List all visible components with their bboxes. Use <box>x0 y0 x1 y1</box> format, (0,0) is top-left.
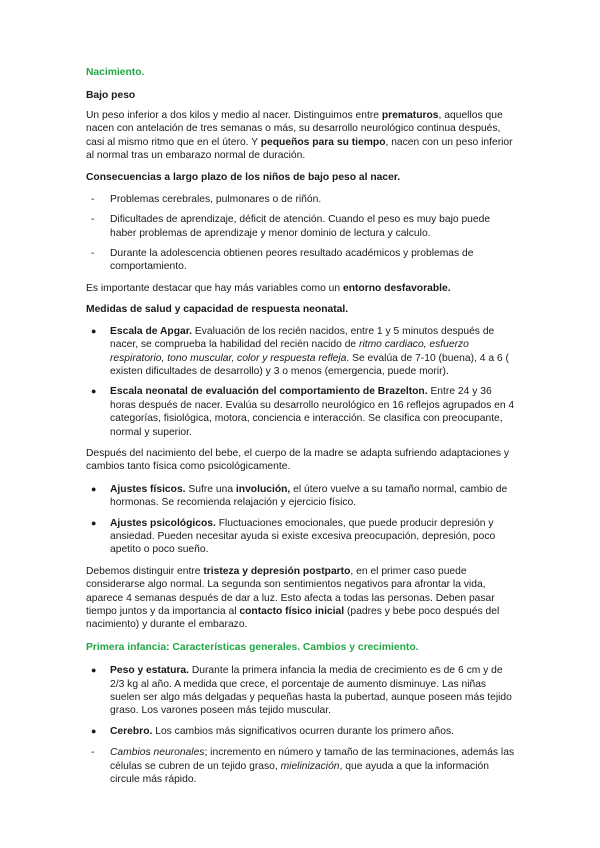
text: Sufre una <box>185 483 236 495</box>
ajustes-list <box>86 483 516 557</box>
text: , en el primer caso puede considerarse algo normal. La segunda son sentimientos negativos para afrontar la vida, aparece 4 semanas después de dar a luz. Esto afecta a todas las personas. Deben pasar tiempo juntos y da importancia al <box>86 565 495 617</box>
list-item-apgar <box>86 325 516 379</box>
text: Evaluación de los recién nacidos, entre 1 y 5 minutos después de nacer, se comprueba la habilidad del recién nacido de <box>110 325 495 351</box>
text: , que ayuda a que la información circule más rápido. <box>110 760 489 786</box>
text-italic: Cambios neuronales <box>110 747 205 759</box>
list-item: - Problemas cerebrales, pulmonares o de riñón. <box>86 193 516 206</box>
text: Debemos distinguir entre <box>86 565 204 577</box>
paragraph-bajo-peso <box>86 109 516 163</box>
paragraph-tristeza <box>86 565 516 632</box>
text: el útero vuelve a su tamaño normal, cambio de hormonas. Se recomienda relajación y ejercicio físico. <box>110 483 508 509</box>
document-page <box>86 66 516 794</box>
paragraph-madre: Después del nacimiento del bebe, el cuerpo de la madre se adapta sufriendo adaptaciones y cambios tanto física como psicológicamente. <box>86 447 510 473</box>
list-item-neuronales <box>86 746 516 786</box>
text-italic: mielinización <box>280 760 340 772</box>
paragraph-entorno <box>86 282 516 295</box>
text: , nacen con un peso inferior al normal tras un embarazo normal de duración. <box>86 136 513 162</box>
text: Un peso inferior a dos kilos y medio al nacer. Distinguimos entre <box>86 109 382 121</box>
text: Durante la primera infancia la media de crecimiento es de 6 cm y de 2/3 kg al año. A medida que crece, el porcentaje de aumento disminuye. Las niñas suelen ser algo más delgadas y pequeñas hasta la pubertad, aunque poseen más tejido graso. Los varones poseen más tejido muscular. <box>110 665 512 717</box>
heading-bajo-peso: Bajo peso <box>86 90 136 102</box>
medidas-list <box>86 325 516 439</box>
list-item-peso <box>86 664 516 718</box>
section-title-nacimiento: Nacimiento. <box>86 67 145 78</box>
term-prematuros: prematuros <box>381 109 439 121</box>
text: Entre 24 y 36 horas después de nacer. Evalúa su desarrollo neurológico en 16 reflejos agrupados en 4 categorías, fisiológica, motora, conciencia e interacción. Se clasifica con preocupante, normal y superior. <box>110 386 515 438</box>
list-item: - Dificultades de aprendizaje, déficit de atención. Cuando el peso es muy bajo puede haber problemas de aprendizaje y menor dominio de lectura y calculo. <box>86 213 516 240</box>
term-tristeza: tristeza y depresión postparto <box>203 565 351 577</box>
term-peso: Peso y estatura. <box>110 665 189 677</box>
neuronales-list <box>86 746 516 786</box>
list-item: - Durante la adolescencia obtienen peores resultado académicos y problemas de comportamiento. <box>86 247 516 274</box>
heading-consecuencias: Consecuencias a largo plazo de los niños de bajo peso al nacer. <box>86 172 401 184</box>
heading-medidas: Medidas de salud y capacidad de respuesta neonatal. <box>86 304 349 316</box>
term-fisicos: Ajustes físicos. <box>110 483 186 495</box>
consecuencias-list <box>86 193 516 274</box>
list-item-psicologicos <box>86 517 516 557</box>
term-brazelton: Escala neonatal de evaluación del comportamiento de Brazelton. <box>110 386 428 398</box>
list-item-brazelton <box>86 385 516 439</box>
text: Los cambios más significativos ocurren durante los primero años. <box>152 725 454 737</box>
text: Es importante destacar que hay más variables como un <box>86 282 343 294</box>
text: ; incremento en número y tamaño de las terminaciones, además las células se cubren de un tejido graso, <box>110 747 515 772</box>
text: Fluctuaciones emocionales, que puede producir depresión y ansiedad. Pueden necesitar ayuda si existe excesiva preocupación, depresión, poco apetito o poco sueño. <box>110 517 496 556</box>
term-apgar: Escala de Apgar. <box>110 325 193 337</box>
term-cerebro: Cerebro. <box>110 725 153 737</box>
infancia-list <box>86 664 516 738</box>
term-entorno: entorno desfavorable. <box>342 282 451 294</box>
list-item-fisicos <box>86 483 516 510</box>
term-pequenos: pequeños para su tiempo <box>260 136 386 148</box>
list-item-cerebro <box>86 725 516 738</box>
term-contacto: contacto físico inicial <box>239 606 345 617</box>
text: . Se evalúa de 7-10 (buena), 4 a 6 ( existen dificultades de desarrollo) y 3 o menos (emergencia, puede morir). <box>110 352 509 377</box>
term-psicologicos: Ajustes psicológicos. <box>110 517 216 529</box>
section-title-infancia: Primera infancia: Características generales. Cambios y crecimiento. <box>86 641 419 653</box>
term-involucion: involución, <box>235 483 291 495</box>
text: , aquellos que nacen con antelación de tres semanas o más, su desarrollo neurológico continua después, casi al mismo ritmo que en el útero. Y <box>86 109 503 148</box>
text-italic: ritmo cardiaco, esfuerzo respiratorio, tono muscular, color y respuesta refleja <box>110 339 469 364</box>
text: (padres y bebe poco después del nacimiento) y durante el embarazo. <box>86 606 500 631</box>
